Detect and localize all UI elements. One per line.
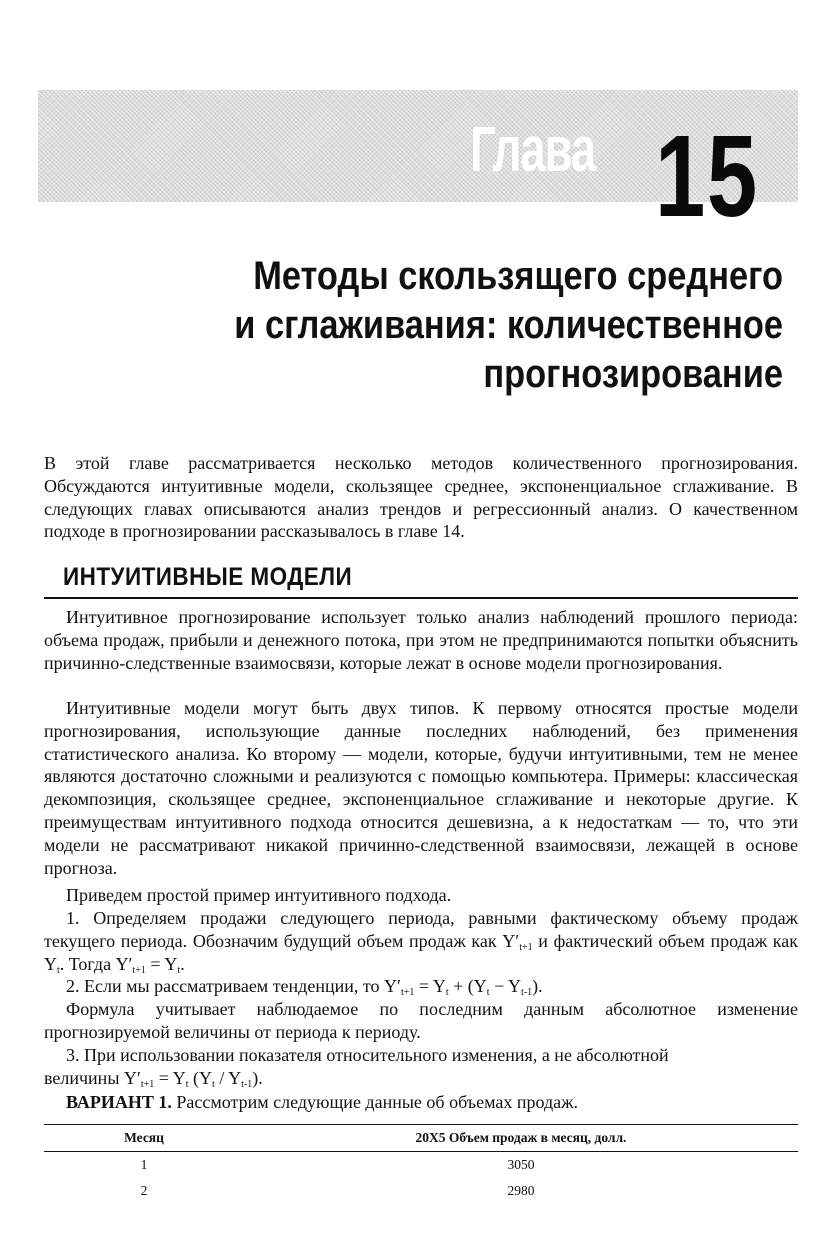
step-2-text: 2. Если мы рассматриваем тенденции, то: [66, 976, 380, 996]
table-cell: 3050: [507, 1157, 535, 1172]
paragraph: Интуитивные модели могут быть двух типов. К первому относятся простые модели прогнозирования, использующие данные последних наблюдений, без применения статистического анализа. Ко второму — модели, которые, будучи интуитивными, тем не менее являются достаточно сложными и реализуются с помощью компьютера. Примеры: классическая декомпозиция, скользящее среднее, экспоненциальное сглаживание и некоторые другие. К преимуществам интуитивного подхода относится дешевизна, а к недостаткам — то, что эти модели не рассматривают никакой причинно-следственной взаимосвязи, лежащей в основе прогноза.: [44, 698, 798, 878]
formula: $Y_t$.: [44, 953, 65, 976]
chapter-word: Глава: [470, 113, 595, 185]
table-cell: 2980: [507, 1183, 535, 1198]
formula: $Y'_{t+1} = Y_t$ $(Y_t / Y_{t-1})$.: [123, 1068, 263, 1090]
section-heading: ИНТУИТИВНЫЕ МОДЕЛИ: [63, 563, 353, 591]
chapter-title-line: и сглаживания: количественное: [234, 303, 783, 347]
step-1-text: 1. Определяем продажи следующего периода, равными фактическому объему продаж текущего периода. Обозначим будущий объем продаж как: [44, 908, 798, 951]
chapter-title: [143, 252, 783, 399]
formula: $Y'_{t+1} = Y_t$.: [115, 953, 185, 976]
variant-label: ВАРИАНТ 1.: [66, 1092, 172, 1112]
table-row: [44, 1178, 798, 1204]
step-3-text: 3. При использовании показателя относительного изменения, а не абсолютной: [66, 1045, 669, 1065]
column-header: 20X5 Объем продаж в месяц, долл.: [415, 1130, 627, 1145]
variant-text: Рассмотрим следующие данные об объемах продаж.: [176, 1092, 579, 1112]
column-header: Месяц: [124, 1130, 164, 1145]
chapter-number: 15: [655, 111, 759, 241]
chapter-title-line: Методы скользящего среднего: [253, 254, 784, 298]
chapter-title-line: прогнозирование: [483, 352, 783, 396]
paragraph: Формула учитывает наблюдаемое по последним данным абсолютное изменение прогнозируемой величины от периода к периоду.: [44, 999, 798, 1042]
variant-line: [44, 1091, 798, 1114]
step-2-line: [44, 975, 798, 998]
section-divider: [44, 597, 798, 599]
formula: $Y'_{t+1}$: [502, 930, 533, 953]
step-1-text: и фактический объем продаж как: [538, 930, 799, 951]
formula: $Y'_{t+1} = Y_t + (Y_t - Y_{t-1})$.: [384, 976, 543, 998]
step-1-text: Тогда: [68, 953, 112, 974]
sales-table: [44, 1124, 798, 1204]
paragraph: Приведем простой пример интуитивного подхода.: [66, 885, 452, 905]
step-3-line: [44, 1067, 798, 1090]
paragraph: Интуитивное прогнозирование использует только анализ наблюдений прошлого периода: объема продаж, прибыли и денежного потока, при этом не предпринимаются попытки объяснить причинно-следственные взаимосвязи, которые лежат в основе модели прогнозирования.: [44, 607, 798, 673]
table-cell: 1: [140, 1157, 148, 1172]
step-1-paragraph: [44, 907, 798, 975]
intro-paragraph: В этой главе рассматривается несколько методов количественного прогнозирования. Обсуждаются интуитивные модели, скользящее среднее, экспоненциальное сглаживание. В следующих главах описываются анализ трендов и регрессионный анализ. О качественном подходе в прогнозировании рассказывалось в главе 14.: [44, 453, 798, 542]
table-header-row: [44, 1125, 798, 1152]
table-cell: 2: [140, 1183, 148, 1198]
step-3-text: величины: [44, 1068, 120, 1088]
step-3-paragraph: [44, 1044, 798, 1067]
table-row: [44, 1152, 798, 1178]
